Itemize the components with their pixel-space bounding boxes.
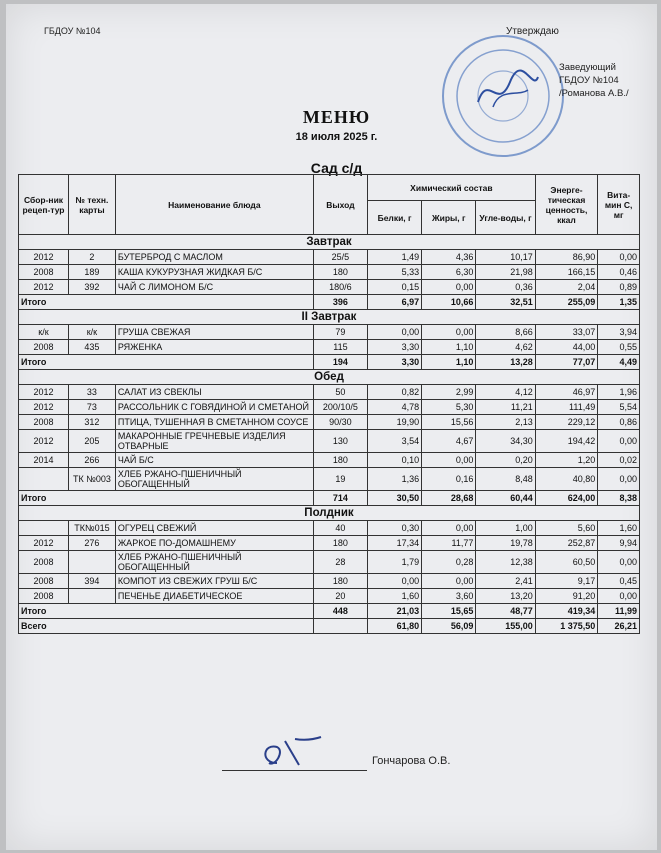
cell-fat: 0,00 [422,574,476,589]
cell-carb: 2,13 [476,415,535,430]
cell-carb: 34,30 [476,430,535,453]
col-protein: Белки, г [368,201,422,235]
total-protein: 61,80 [368,619,422,634]
cell-yield: 28 [313,551,367,574]
total-energy: 624,00 [535,491,598,506]
signature-line [222,770,367,771]
cell-protein: 19,90 [368,415,422,430]
table-row [19,250,640,265]
section-row [19,310,640,325]
cell-collection: 2008 [19,415,69,430]
cell-vitamin: 9,94 [598,536,640,551]
cell-carb: 4,62 [476,340,535,355]
cell-protein: 17,34 [368,536,422,551]
cell-fat: 15,56 [422,415,476,430]
cell-tech-card: 205 [69,430,116,453]
cell-protein: 0,10 [368,453,422,468]
section-row [19,506,640,521]
cell-collection: 2012 [19,400,69,415]
cell-tech-card: ТК №003 [69,468,116,491]
total-row [19,295,640,310]
cell-fat: 0,00 [422,521,476,536]
total-fat: 28,68 [422,491,476,506]
total-yield [313,619,367,634]
total-carb: 13,28 [476,355,535,370]
director-org: ГБДОУ №104 [559,75,619,86]
cell-protein: 1,49 [368,250,422,265]
table-row [19,280,640,295]
cell-carb: 0,36 [476,280,535,295]
cell-energy: 166,15 [535,265,598,280]
cell-dish: БУТЕРБРОД С МАСЛОМ [115,250,313,265]
total-carb: 60,44 [476,491,535,506]
cell-dish: ЖАРКОЕ ПО-ДОМАШНЕМУ [115,536,313,551]
approval-label: Утверждаю [506,26,559,37]
total-vitamin: 4,49 [598,355,640,370]
total-carb: 32,51 [476,295,535,310]
total-label: Итого [19,491,314,506]
cell-fat: 0,00 [422,453,476,468]
cell-fat: 0,16 [422,468,476,491]
total-yield: 396 [313,295,367,310]
total-energy: 419,34 [535,604,598,619]
cell-vitamin: 0,00 [598,589,640,604]
cell-tech-card: 266 [69,453,116,468]
section-title: Полдник [19,506,640,521]
director-title: Заведующий [559,62,616,73]
table-row [19,453,640,468]
cell-collection: 2014 [19,453,69,468]
cell-yield: 19 [313,468,367,491]
total-label: Итого [19,604,314,619]
cell-collection: к/к [19,325,69,340]
total-yield: 714 [313,491,367,506]
cell-fat: 2,99 [422,385,476,400]
cell-carb: 0,20 [476,453,535,468]
total-protein: 6,97 [368,295,422,310]
cell-carb: 4,12 [476,385,535,400]
cell-collection: 2008 [19,589,69,604]
cell-collection [19,521,69,536]
col-tech-card: № техн. карты [69,175,116,235]
table-row [19,265,640,280]
total-vitamin: 11,99 [598,604,640,619]
cell-protein: 0,15 [368,280,422,295]
cell-collection: 2008 [19,265,69,280]
cell-vitamin: 0,46 [598,265,640,280]
cell-tech-card: ТК№015 [69,521,116,536]
cell-vitamin: 1,96 [598,385,640,400]
cell-dish: РАССОЛЬНИК С ГОВЯДИНОЙ И СМЕТАНОЙ [115,400,313,415]
cell-yield: 180 [313,265,367,280]
total-carb: 155,00 [476,619,535,634]
cell-protein: 3,54 [368,430,422,453]
cell-dish: ЧАЙ Б/С [115,453,313,468]
cell-yield: 180 [313,453,367,468]
table-row [19,415,640,430]
cell-protein: 0,00 [368,574,422,589]
total-vitamin: 1,35 [598,295,640,310]
cell-dish: МАКАРОННЫЕ ГРЕЧНЕВЫЕ ИЗДЕЛИЯ ОТВАРНЫЕ [115,430,313,453]
cell-tech-card: 312 [69,415,116,430]
cell-yield: 200/10/5 [313,400,367,415]
cell-vitamin: 3,94 [598,325,640,340]
cell-carb: 8,66 [476,325,535,340]
table-row [19,400,640,415]
total-carb: 48,77 [476,604,535,619]
org-name: ГБДОУ №104 [44,26,101,36]
cell-vitamin: 0,89 [598,280,640,295]
section-title: Обед [19,370,640,385]
col-chem: Химический состав [368,175,536,201]
cell-protein: 1,36 [368,468,422,491]
cell-yield: 40 [313,521,367,536]
cell-tech-card: 189 [69,265,116,280]
cell-protein: 0,82 [368,385,422,400]
cell-collection [19,468,69,491]
cell-dish: ЧАЙ С ЛИМОНОМ Б/С [115,280,313,295]
cell-yield: 20 [313,589,367,604]
total-fat: 10,66 [422,295,476,310]
total-fat: 15,65 [422,604,476,619]
cell-tech-card: 73 [69,400,116,415]
total-protein: 21,03 [368,604,422,619]
cell-energy: 5,60 [535,521,598,536]
cell-energy: 1,20 [535,453,598,468]
total-fat: 1,10 [422,355,476,370]
page-title: МЕНЮ [302,107,371,127]
total-vitamin: 26,21 [598,619,640,634]
cell-protein: 1,60 [368,589,422,604]
cell-energy: 46,97 [535,385,598,400]
cell-tech-card: 2 [69,250,116,265]
cell-vitamin: 5,54 [598,400,640,415]
cell-collection: 2012 [19,385,69,400]
cell-protein: 4,78 [368,400,422,415]
cell-carb: 21,98 [476,265,535,280]
col-vitamin: Вита-мин С, мг [598,175,640,235]
section-title: Завтрак [19,235,640,250]
table-row [19,536,640,551]
cell-yield: 180 [313,574,367,589]
group-name: Сад с/д [310,160,363,176]
cell-vitamin: 0,02 [598,453,640,468]
cell-energy: 86,90 [535,250,598,265]
cell-energy: 229,12 [535,415,598,430]
cell-collection: 2008 [19,551,69,574]
cell-tech-card: 276 [69,536,116,551]
total-protein: 3,30 [368,355,422,370]
total-vitamin: 8,38 [598,491,640,506]
cell-carb: 10,17 [476,250,535,265]
section-row [19,370,640,385]
director-name: /Романова А.В./ [559,88,629,99]
col-collection: Сбор-ник рецеп-тур [19,175,69,235]
cell-collection: 2008 [19,340,69,355]
table-row [19,521,640,536]
cell-fat: 0,00 [422,325,476,340]
section-title: II Завтрак [19,310,640,325]
cell-vitamin: 0,55 [598,340,640,355]
signature-mark [255,733,325,773]
cell-fat: 4,67 [422,430,476,453]
cell-fat: 5,30 [422,400,476,415]
col-energy: Энерге-тическая ценность, ккал [535,175,598,235]
cell-energy: 40,80 [535,468,598,491]
section-row [19,235,640,250]
cell-yield: 90/30 [313,415,367,430]
cell-carb: 2,41 [476,574,535,589]
col-yield: Выход [313,175,367,235]
cell-energy: 33,07 [535,325,598,340]
grand-total-row [19,619,640,634]
cell-vitamin: 0,00 [598,551,640,574]
table-row [19,325,640,340]
cell-energy: 44,00 [535,340,598,355]
cell-tech-card: к/к [69,325,116,340]
cell-collection: 2012 [19,250,69,265]
cell-vitamin: 0,00 [598,430,640,453]
cell-yield: 115 [313,340,367,355]
cell-carb: 19,78 [476,536,535,551]
cell-fat: 11,77 [422,536,476,551]
total-row [19,491,640,506]
total-energy: 1 375,50 [535,619,598,634]
cell-energy: 194,42 [535,430,598,453]
cell-yield: 50 [313,385,367,400]
cell-carb: 12,38 [476,551,535,574]
total-yield: 448 [313,604,367,619]
cell-collection: 2012 [19,536,69,551]
cell-protein: 1,79 [368,551,422,574]
cell-yield: 180/6 [313,280,367,295]
cell-fat: 6,30 [422,265,476,280]
cell-energy: 60,50 [535,551,598,574]
cell-fat: 4,36 [422,250,476,265]
cell-protein: 0,30 [368,521,422,536]
cell-yield: 130 [313,430,367,453]
cell-carb: 13,20 [476,589,535,604]
total-energy: 255,09 [535,295,598,310]
total-energy: 77,07 [535,355,598,370]
cell-fat: 3,60 [422,589,476,604]
cell-protein: 0,00 [368,325,422,340]
cell-vitamin: 0,00 [598,250,640,265]
cell-dish: КАША КУКУРУЗНАЯ ЖИДКАЯ Б/С [115,265,313,280]
cell-dish: ПТИЦА, ТУШЕННАЯ В СМЕТАННОМ СОУСЕ [115,415,313,430]
cell-energy: 91,20 [535,589,598,604]
cell-collection: 2012 [19,280,69,295]
cell-carb: 1,00 [476,521,535,536]
cell-dish: ПЕЧЕНЬЕ ДИАБЕТИЧЕСКОЕ [115,589,313,604]
cell-tech-card: 435 [69,340,116,355]
cell-tech-card: 392 [69,280,116,295]
signature-name: Гончарова О.В. [372,755,451,767]
total-row [19,355,640,370]
cell-yield: 25/5 [313,250,367,265]
cell-dish: ХЛЕБ РЖАНО-ПШЕНИЧНЫЙ ОБОГАЩЕННЫЙ [115,468,313,491]
cell-dish: РЯЖЕНКА [115,340,313,355]
cell-fat: 0,00 [422,280,476,295]
cell-energy: 9,17 [535,574,598,589]
cell-fat: 1,10 [422,340,476,355]
cell-energy: 252,87 [535,536,598,551]
table-row [19,574,640,589]
table-row [19,589,640,604]
table-row [19,551,640,574]
cell-vitamin: 0,45 [598,574,640,589]
cell-dish: КОМПОТ ИЗ СВЕЖИХ ГРУШ Б/С [115,574,313,589]
cell-fat: 0,28 [422,551,476,574]
col-carb: Угле-воды, г [476,201,535,235]
cell-vitamin: 0,86 [598,415,640,430]
cell-energy: 111,49 [535,400,598,415]
cell-collection: 2008 [19,574,69,589]
cell-dish: ГРУША СВЕЖАЯ [115,325,313,340]
menu-date: 18 июля 2025 г. [295,131,378,143]
cell-carb: 8,48 [476,468,535,491]
menu-table [18,174,640,634]
total-row [19,604,640,619]
cell-protein: 3,30 [368,340,422,355]
cell-tech-card: 394 [69,574,116,589]
total-label: Итого [19,355,314,370]
cell-carb: 11,21 [476,400,535,415]
cell-protein: 5,33 [368,265,422,280]
cell-dish: ОГУРЕЦ СВЕЖИЙ [115,521,313,536]
col-fat: Жиры, г [422,201,476,235]
total-label: Всего [19,619,314,634]
cell-vitamin: 0,00 [598,468,640,491]
total-protein: 30,50 [368,491,422,506]
director-block [559,61,629,100]
cell-tech-card: 33 [69,385,116,400]
table-row [19,340,640,355]
header-row [19,175,640,201]
col-dish: Наименование блюда [115,175,313,235]
cell-tech-card [69,551,116,574]
table-row [19,468,640,491]
table-row [19,430,640,453]
table-row [19,385,640,400]
total-fat: 56,09 [422,619,476,634]
total-yield: 194 [313,355,367,370]
total-label: Итого [19,295,314,310]
cell-tech-card [69,589,116,604]
cell-dish: ХЛЕБ РЖАНО-ПШЕНИЧНЫЙ ОБОГАЩЕННЫЙ [115,551,313,574]
cell-yield: 79 [313,325,367,340]
cell-energy: 2,04 [535,280,598,295]
cell-vitamin: 1,60 [598,521,640,536]
cell-dish: САЛАТ ИЗ СВЕКЛЫ [115,385,313,400]
cell-yield: 180 [313,536,367,551]
cell-collection: 2012 [19,430,69,453]
